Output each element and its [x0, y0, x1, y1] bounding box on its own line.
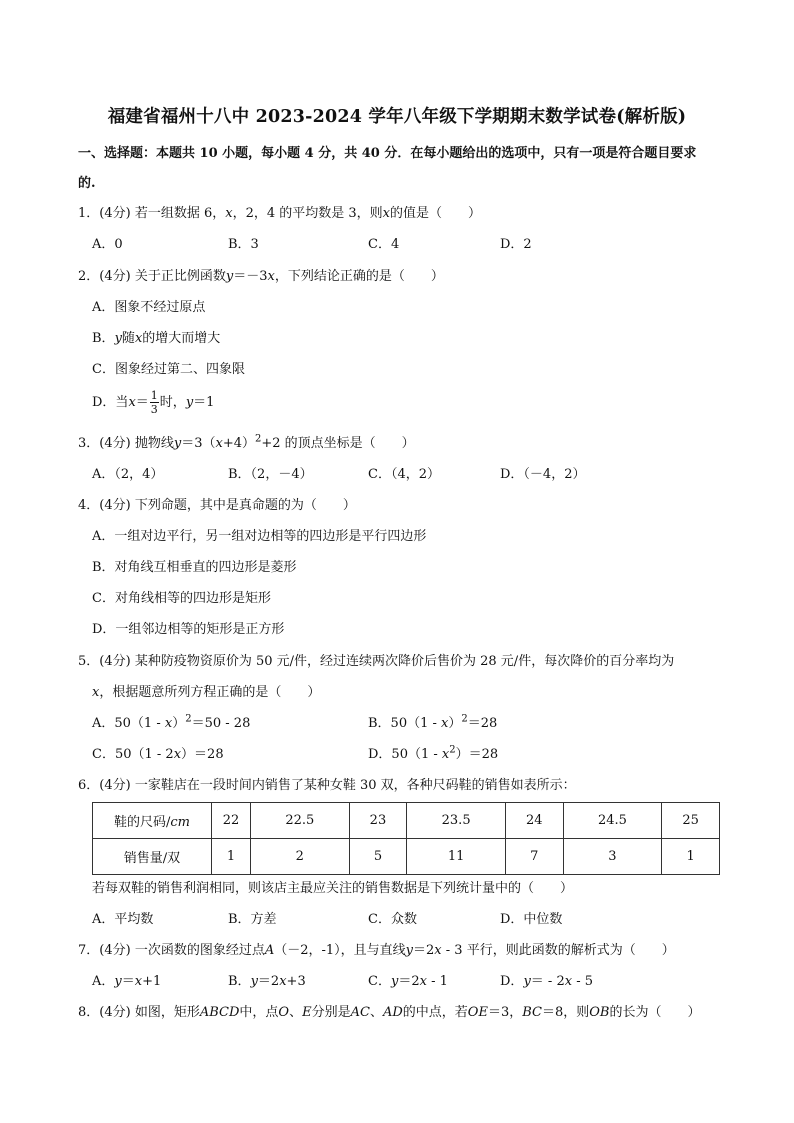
q8-point-e: E [302, 1005, 312, 1020]
q6-followup: 若每双鞋的销售利润相同，则该店主最应关注的销售数据是下列统计量中的（ ） [92, 881, 574, 896]
q7-text-c: ＝2 [413, 943, 435, 958]
q5-optc-var: x [173, 747, 182, 762]
q5-text-line2: ，根据题意所列方程正确的是（ ） [99, 685, 321, 700]
q6-option-b: B．方差 [228, 912, 277, 927]
q5-optc-a: C．50（1 - 2 [92, 747, 174, 762]
q7-opta-x: x [134, 974, 143, 989]
q2-var-x: x [267, 269, 275, 284]
q3-option-b: B．（2，－4） [228, 467, 313, 482]
q3-option-d: D．（－4，2） [500, 467, 586, 482]
q8-text-d: 分别是 [311, 1005, 351, 1020]
q8-seg-ac: AC [350, 1005, 370, 1020]
table-cell: 2 [251, 839, 350, 875]
size-header-unit: cm [170, 815, 190, 830]
q7-optd-x: x [564, 974, 573, 989]
q7-point-a: A [264, 943, 275, 958]
q5-optd-b: ）＝28 [455, 747, 499, 762]
q7-optc-x: x [419, 974, 427, 989]
section-heading-line2: 的. [78, 176, 96, 191]
q3-text-b: ＝3（ [181, 436, 216, 451]
q2-optb-c: 的增大而增大 [142, 331, 221, 346]
q8-seg-ob: OB [589, 1005, 610, 1020]
q5-opta-a: A．50（1 - [92, 716, 165, 731]
q2-optb-var-y: y [114, 331, 122, 346]
q7-option-d [500, 974, 593, 990]
question-3-stem [78, 433, 415, 452]
q1-option-d: D．2 [500, 237, 532, 252]
q7-text-d: - 3 平行，则此函数的解析式为（ ） [441, 943, 675, 958]
q5-opta-c: ＝50 - 28 [191, 716, 251, 731]
q1-text-c: 的值是（ ） [390, 206, 482, 221]
q7-optb-b: ＝2 [257, 974, 280, 989]
q2-text-b: ＝－3 [233, 269, 268, 284]
q4-option-d: D．一组邻边相等的矩形是正方形 [92, 622, 285, 637]
q7-var-y: y [405, 943, 414, 958]
q3-option-c: C．（4，2） [368, 467, 440, 482]
q8-text-i: 的长为（ ） [609, 1005, 701, 1020]
q8-rect-abcd: ABCD [199, 1005, 240, 1020]
question-5-stem-line2 [92, 685, 320, 701]
table-cell: 3 [563, 839, 662, 875]
q7-opta-a: A． [92, 974, 115, 989]
question-1-stem [78, 206, 481, 222]
table-cell: 1 [662, 839, 720, 875]
q5-optb-var: x [441, 716, 449, 731]
q4-option-a: A．一组对边平行，另一组对边相等的四边形是平行四边形 [92, 529, 427, 544]
q7-option-c [368, 974, 448, 990]
q7-optd-c: - 5 [572, 974, 594, 989]
question-6-stem: 6．(4分) 一家鞋店在一段时间内销售了某种女鞋 30 双，各种尺码鞋的销售如表所示： [78, 778, 576, 793]
question-4-stem: 4．(4分) 下列命题，其中是真命题的为（ ） [78, 498, 356, 513]
table-cell: 1 [212, 839, 251, 875]
question-7-stem [78, 943, 675, 959]
q7-optb-x: x [279, 974, 287, 989]
q8-text-g: ＝3， [487, 1005, 523, 1020]
q3-text-d: +2 的顶点坐标是（ ） [261, 436, 415, 451]
q5-opta-var: x [164, 716, 173, 731]
shoe-sales-table [92, 802, 720, 875]
q7-text-a: 7．(4分) 一次函数的图象经过点 [78, 943, 265, 958]
fraction-denominator: 3 [150, 403, 158, 416]
q5-optb-b: ） [448, 716, 462, 731]
q2-option-b [92, 331, 220, 347]
q3-var-y: y [173, 436, 182, 451]
q5-option-a [92, 713, 251, 732]
size-header-text: 鞋的尺码/ [114, 815, 171, 830]
table-cell: 11 [407, 839, 506, 875]
q8-text-f: 的中点，若 [402, 1005, 468, 1020]
q1-option-b: B．3 [228, 237, 259, 252]
q8-point-o: O [278, 1005, 290, 1020]
q5-option-d [368, 744, 499, 763]
q2-text-c: ，下列结论正确的是（ ） [274, 269, 444, 284]
q6-option-d: D．中位数 [500, 912, 563, 927]
table-row-sales [93, 839, 720, 875]
q2-var-y: y [225, 269, 234, 284]
q7-optd-b: ＝ - 2 [530, 974, 565, 989]
table-cell: 22.5 [251, 803, 350, 839]
table-header-size [93, 803, 212, 839]
q6-option-a: A．平均数 [92, 912, 154, 927]
q2-optd-var-x: x [128, 395, 136, 410]
q1-var-x2: x [382, 206, 390, 221]
q2-text-a: 2．(4分) 关于正比例函数 [78, 269, 226, 284]
fraction-numerator: 1 [150, 389, 158, 402]
q6-option-c: C．众数 [368, 912, 417, 927]
q1-option-a: A．0 [92, 237, 123, 252]
section-heading-line1: 一、选择题：本题共 10 小题，每小题 4 分，共 40 分．在每小题给出的选项中，只有一项是符合题目要求 [78, 146, 697, 161]
q7-opta-b: ＝ [121, 974, 135, 989]
q7-optb-c: +3 [286, 974, 306, 989]
question-2-stem [78, 269, 444, 285]
question-8-stem [78, 1005, 701, 1021]
q7-optb-a: B． [228, 974, 251, 989]
q5-var-x: x [92, 685, 100, 700]
q7-optd-a: D． [500, 974, 524, 989]
q3-var-x: x [215, 436, 223, 451]
q3-option-a: A．（2，4） [92, 467, 164, 482]
q4-option-c: C．对角线相等的四边形是矩形 [92, 591, 271, 606]
fraction-one-third [150, 389, 159, 416]
q1-option-c: C．4 [368, 237, 400, 252]
q2-optd-var-y: y [185, 395, 194, 410]
q5-optb-a: B．50（1 - [368, 716, 442, 731]
q1-text-b: ，2，4 的平均数是 3，则 [232, 206, 383, 221]
q5-optb-c: ＝28 [467, 716, 498, 731]
table-cell: 23.5 [407, 803, 506, 839]
q7-var-x: x [434, 943, 442, 958]
q1-var-x: x [225, 206, 233, 221]
question-5-stem-line1: 5．(4分) 某种防疫物资原价为 50 元/件，经过连续两次降价后售价为 28 元/件，每次降价的百分率均为 [78, 654, 675, 669]
q5-option-b [368, 713, 498, 732]
q8-seg-ad: AD [382, 1005, 403, 1020]
q7-optc-a: C． [368, 974, 391, 989]
q7-optc-b: ＝2 [398, 974, 420, 989]
q2-optb-b: 随 [121, 331, 135, 346]
q2-option-a: A．图象不经过原点 [92, 300, 206, 315]
q5-option-c [92, 747, 224, 763]
table-cell: 7 [505, 839, 563, 875]
q7-text-b: （－2，-1），且与直线 [274, 943, 406, 958]
table-cell: 25 [662, 803, 720, 839]
q5-optc-b: ）＝28 [181, 747, 224, 762]
q3-exponent: 2 [254, 433, 262, 445]
q1-text-a: 1．(4分) 若一组数据 6， [78, 206, 226, 221]
q7-option-a [92, 974, 161, 990]
q7-opta-c: +1 [142, 974, 162, 989]
q8-text-a: 8．(4分) 如图，矩形 [78, 1005, 200, 1020]
table-row-sizes [93, 803, 720, 839]
q2-optd-b: 时， [159, 395, 186, 410]
table-cell: 24 [505, 803, 563, 839]
q2-option-d [92, 388, 214, 418]
q8-text-c: 、 [289, 1005, 303, 1020]
q8-seg-bc: BC [522, 1005, 542, 1020]
q8-seg-oe: OE [467, 1005, 488, 1020]
q4-option-b: B．对角线互相垂直的四边形是菱形 [92, 560, 297, 575]
q2-optd-c: ＝1 [193, 395, 215, 410]
q8-text-b: 中，点 [239, 1005, 279, 1020]
table-cell: 24.5 [563, 803, 662, 839]
q8-text-h: ＝8，则 [541, 1005, 590, 1020]
q7-optd-y: y [523, 974, 531, 989]
q2-option-c: C．图象经过第二、四象限 [92, 362, 245, 377]
q2-optb-var-x: x [134, 331, 143, 346]
q5-optb-exp: 2 [461, 713, 468, 725]
q8-text-e2: 、 [369, 1005, 383, 1020]
q7-opta-y: y [114, 974, 122, 989]
q7-optc-c: - 1 [426, 974, 448, 989]
q7-optc-y: y [390, 974, 399, 989]
q5-optd-var: x [441, 747, 450, 762]
q2-optd-a: D．当 [92, 395, 129, 410]
q5-optd-a: D．50（1 - [368, 747, 442, 762]
q2-optd-eq: ＝ [135, 395, 149, 410]
table-header-sales: 销售量/双 [93, 839, 212, 875]
q3-text-a: 3．(4分) 抛物线 [78, 436, 174, 451]
table-cell: 22 [212, 803, 251, 839]
q7-optb-y: y [250, 974, 258, 989]
table-cell: 5 [349, 839, 407, 875]
q5-opta-exp: 2 [185, 713, 192, 725]
page-title: 福建省福州十八中 2023-2024 学年八年级下学期期末数学试卷(解析版) [107, 107, 687, 127]
q3-text-c: +4） [222, 436, 255, 451]
table-cell: 23 [349, 803, 407, 839]
q5-optd-exp: 2 [449, 744, 456, 756]
q7-option-b [228, 974, 306, 990]
q5-opta-b: ） [172, 716, 186, 731]
q2-optb-a: B． [92, 331, 115, 346]
